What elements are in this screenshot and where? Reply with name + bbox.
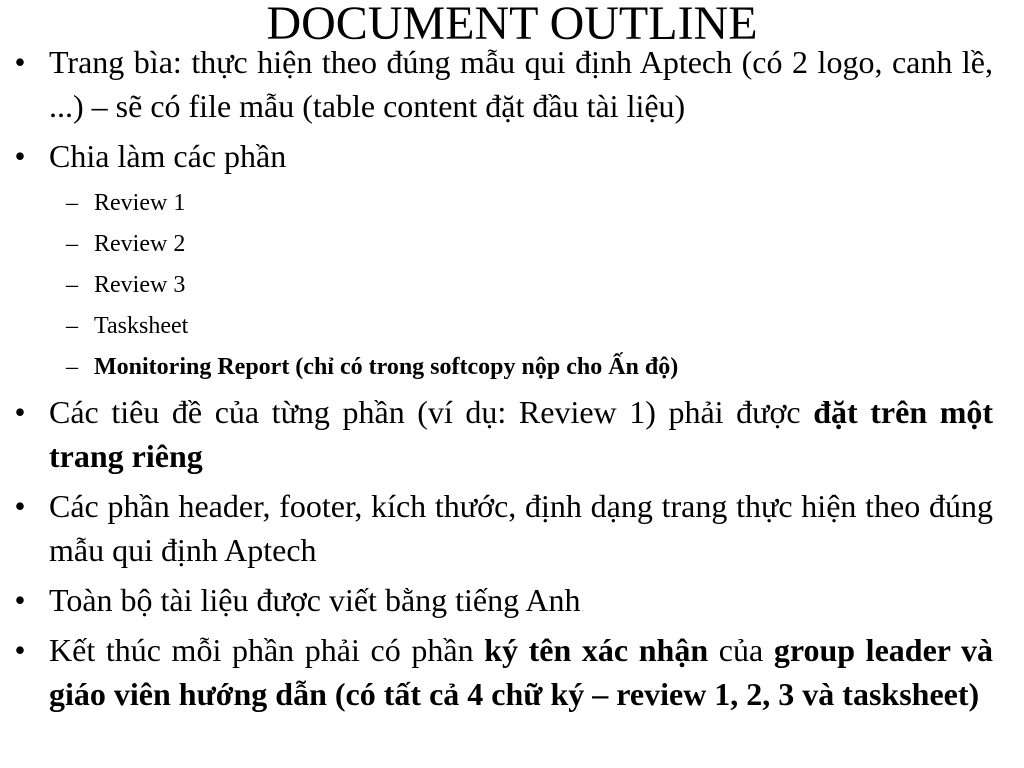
bullet-item-section-titles xyxy=(0,390,1024,478)
bullet-item-cover-page xyxy=(0,40,1024,128)
subitem-review-2 xyxy=(0,228,1024,260)
bullet-emphasis: đặt trên một trang riêng xyxy=(49,394,994,474)
subitem-review-1 xyxy=(0,187,1024,219)
bullet-marker: • xyxy=(14,582,26,618)
bullet-marker: • xyxy=(14,632,26,668)
slide-title: DOCUMENT OUTLINE xyxy=(266,0,758,50)
subitem-monitoring-report xyxy=(0,351,1024,383)
subitem-tasksheet xyxy=(0,310,1024,342)
bullet-marker: • xyxy=(14,138,26,174)
bullet-item-page-format xyxy=(0,484,1024,572)
dash-marker: – xyxy=(66,190,78,216)
dash-marker: – xyxy=(66,313,78,339)
subitem-text: Review 2 xyxy=(94,231,186,257)
subitem-review-3 xyxy=(0,269,1024,301)
bullet-text: Trang bìa: thực hiện theo đúng mẫu qui định Aptech (có 2 logo, canh lề, ...) – sẽ có file mẫu (table content đặt đầu tài liệu) xyxy=(49,44,993,124)
subitem-text: Review 3 xyxy=(94,272,186,298)
bullet-text: Các phần header, footer, kích thước, định dạng trang thực hiện theo đúng mẫu qui định Aptech xyxy=(49,488,993,568)
dash-marker: – xyxy=(66,354,78,380)
bullet-marker: • xyxy=(14,488,26,524)
bullet-item-sections xyxy=(0,134,1024,178)
bullet-text: của xyxy=(708,632,774,668)
bullet-item-language xyxy=(0,578,1024,622)
subitem-text: Monitoring Report (chỉ có trong softcopy nộp cho Ấn độ) xyxy=(94,354,679,380)
bullet-marker: • xyxy=(14,394,26,430)
bullet-emphasis: ký tên xác nhận xyxy=(484,632,709,668)
bullet-emphasis: group leader và giáo viên hướng dẫn (có tất cả 4 chữ ký – review 1, 2, 3 và tasksheet) xyxy=(49,632,994,712)
bullet-text: Toàn bộ tài liệu được viết bằng tiếng Anh xyxy=(49,582,581,618)
bullet-text: Kết thúc mỗi phần phải có phần xyxy=(49,632,485,668)
bullet-text: Chia làm các phần xyxy=(49,138,287,174)
dash-marker: – xyxy=(66,272,78,298)
bullet-text: Các tiêu đề của từng phần (ví dụ: Review 1) phải được xyxy=(49,394,814,430)
outline-list xyxy=(0,40,1024,722)
dash-marker: – xyxy=(66,231,78,257)
bullet-item-signatures xyxy=(0,628,1024,716)
subitem-text: Tasksheet xyxy=(94,313,189,339)
bullet-marker: • xyxy=(14,44,26,80)
subitem-text: Review 1 xyxy=(94,190,186,216)
section-sublist xyxy=(0,187,1024,383)
